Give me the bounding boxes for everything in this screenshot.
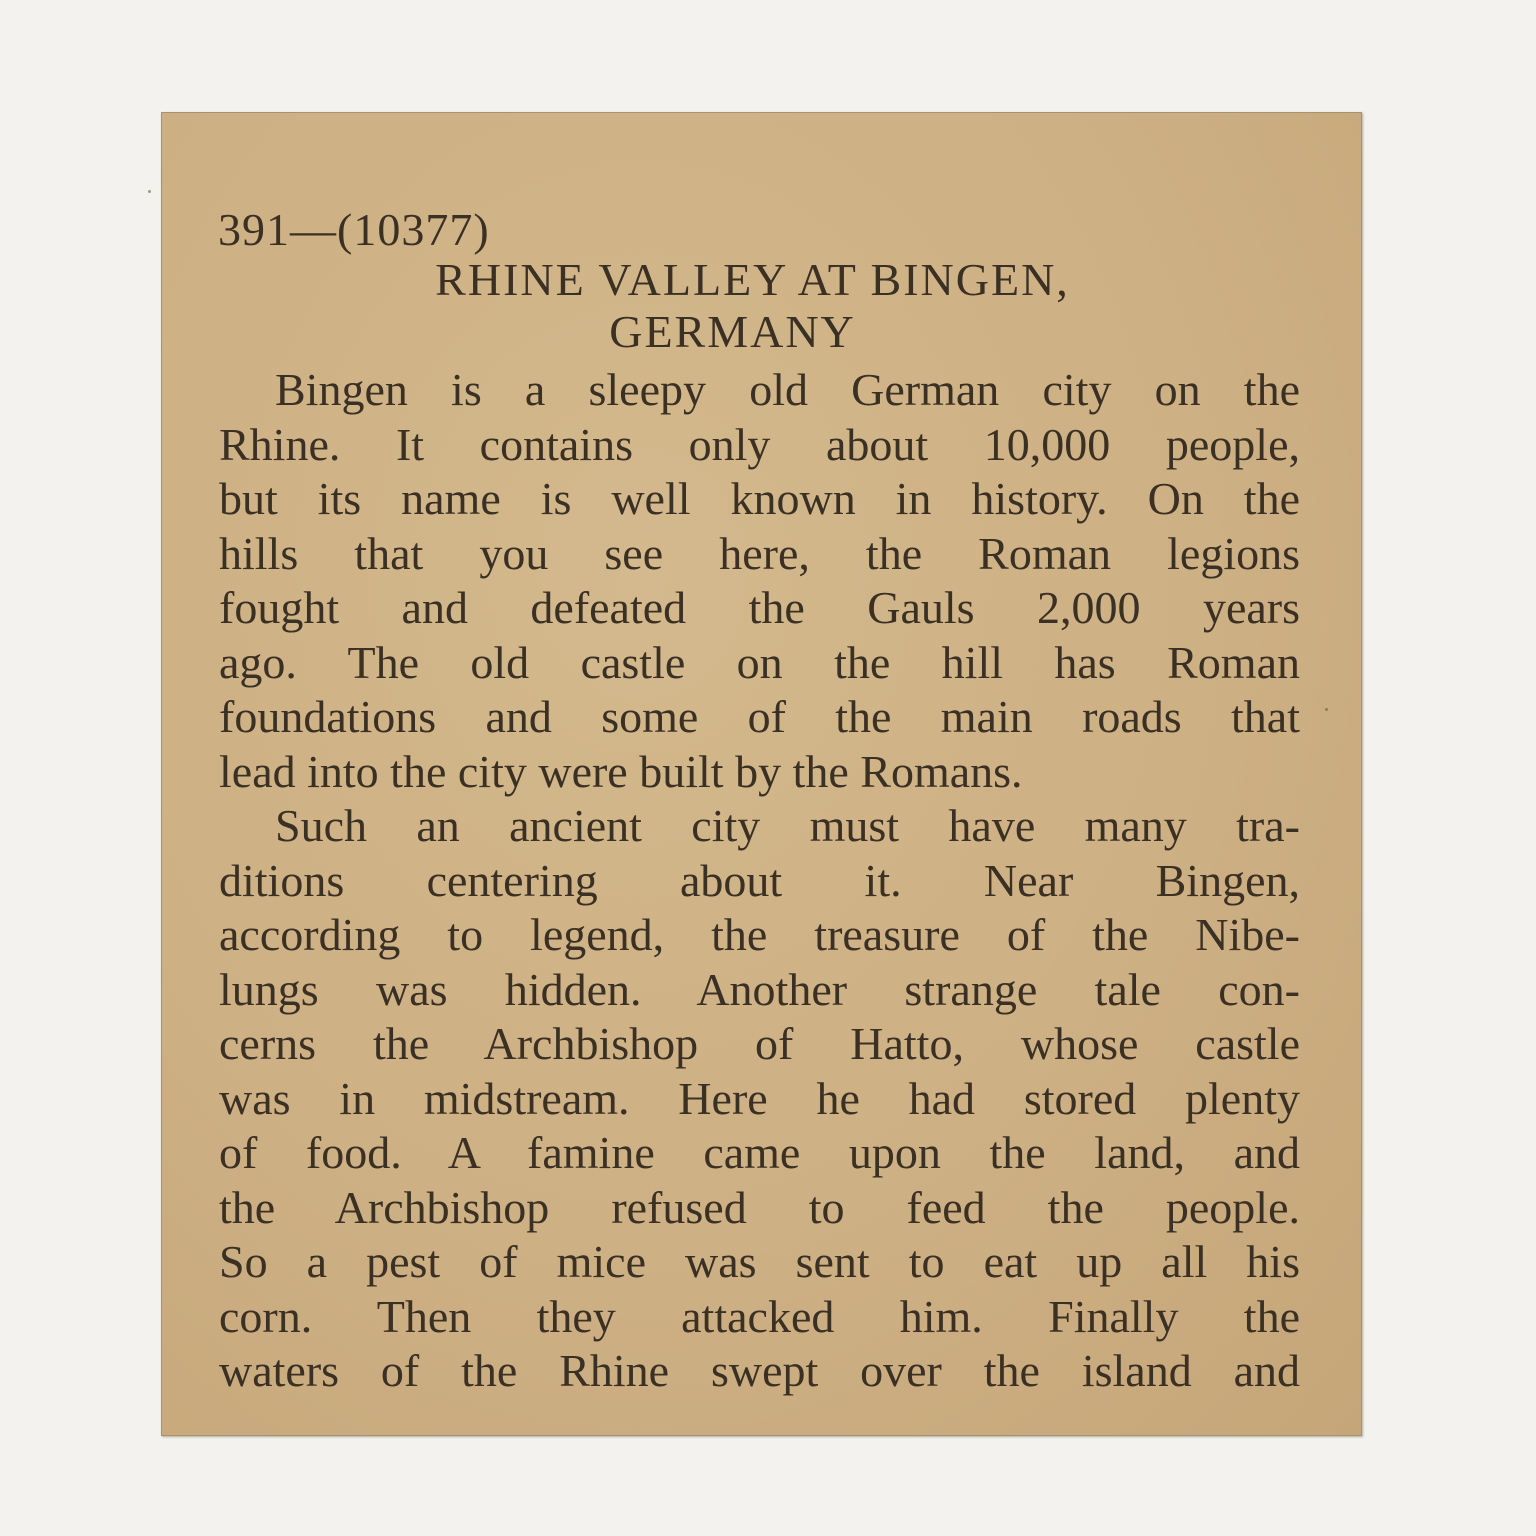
text-line: the Archbishop refused to feed the people. xyxy=(219,1181,1300,1233)
text-line: So a pest of mice was sent to eat up all his xyxy=(219,1236,1300,1287)
text-line: cerns the Archbishop of Hatto, whose castle xyxy=(219,1018,1300,1069)
text-line: fought and defeated the Gauls 2,000 years xyxy=(219,582,1300,633)
text-line: of food. A famine came upon the land, and xyxy=(219,1127,1300,1178)
stereoview-card-back xyxy=(161,112,1362,1436)
text-line: Such an ancient city must have many tra- xyxy=(275,800,1300,851)
paper-speck xyxy=(1325,708,1328,711)
text-line: Rhine. It contains only about 10,000 people, xyxy=(219,418,1300,470)
text-line: according to legend, the treasure of the Nibe- xyxy=(219,909,1300,960)
text-line: ditions centering about it. Near Bingen, xyxy=(219,854,1300,906)
card-title-line-2: GERMANY xyxy=(609,306,856,357)
text-line: lungs was hidden. Another strange tale con- xyxy=(219,963,1300,1015)
text-line: lead into the city were built by the Romans. xyxy=(219,745,1023,797)
text-line: foundations and some of the main roads that xyxy=(219,691,1300,742)
card-description xyxy=(219,363,1300,1399)
card-title-line-1: RHINE VALLEY AT BINGEN, xyxy=(435,254,1070,305)
text-line: was in midstream. Here he had stored plenty xyxy=(219,1072,1300,1124)
text-line: hills that you see here, the Roman legions xyxy=(219,527,1300,579)
paper-speck xyxy=(148,190,151,193)
text-line: ago. The old castle on the hill has Roman xyxy=(219,636,1300,688)
text-line: Bingen is a sleepy old German city on the xyxy=(275,364,1300,415)
text-line: but its name is well known in history. On the xyxy=(219,473,1300,524)
text-line: waters of the Rhine swept over the island and xyxy=(219,1345,1300,1396)
card-number: 391—(10377) xyxy=(218,204,490,255)
text-line: corn. Then they attacked him. Finally the xyxy=(219,1290,1300,1342)
